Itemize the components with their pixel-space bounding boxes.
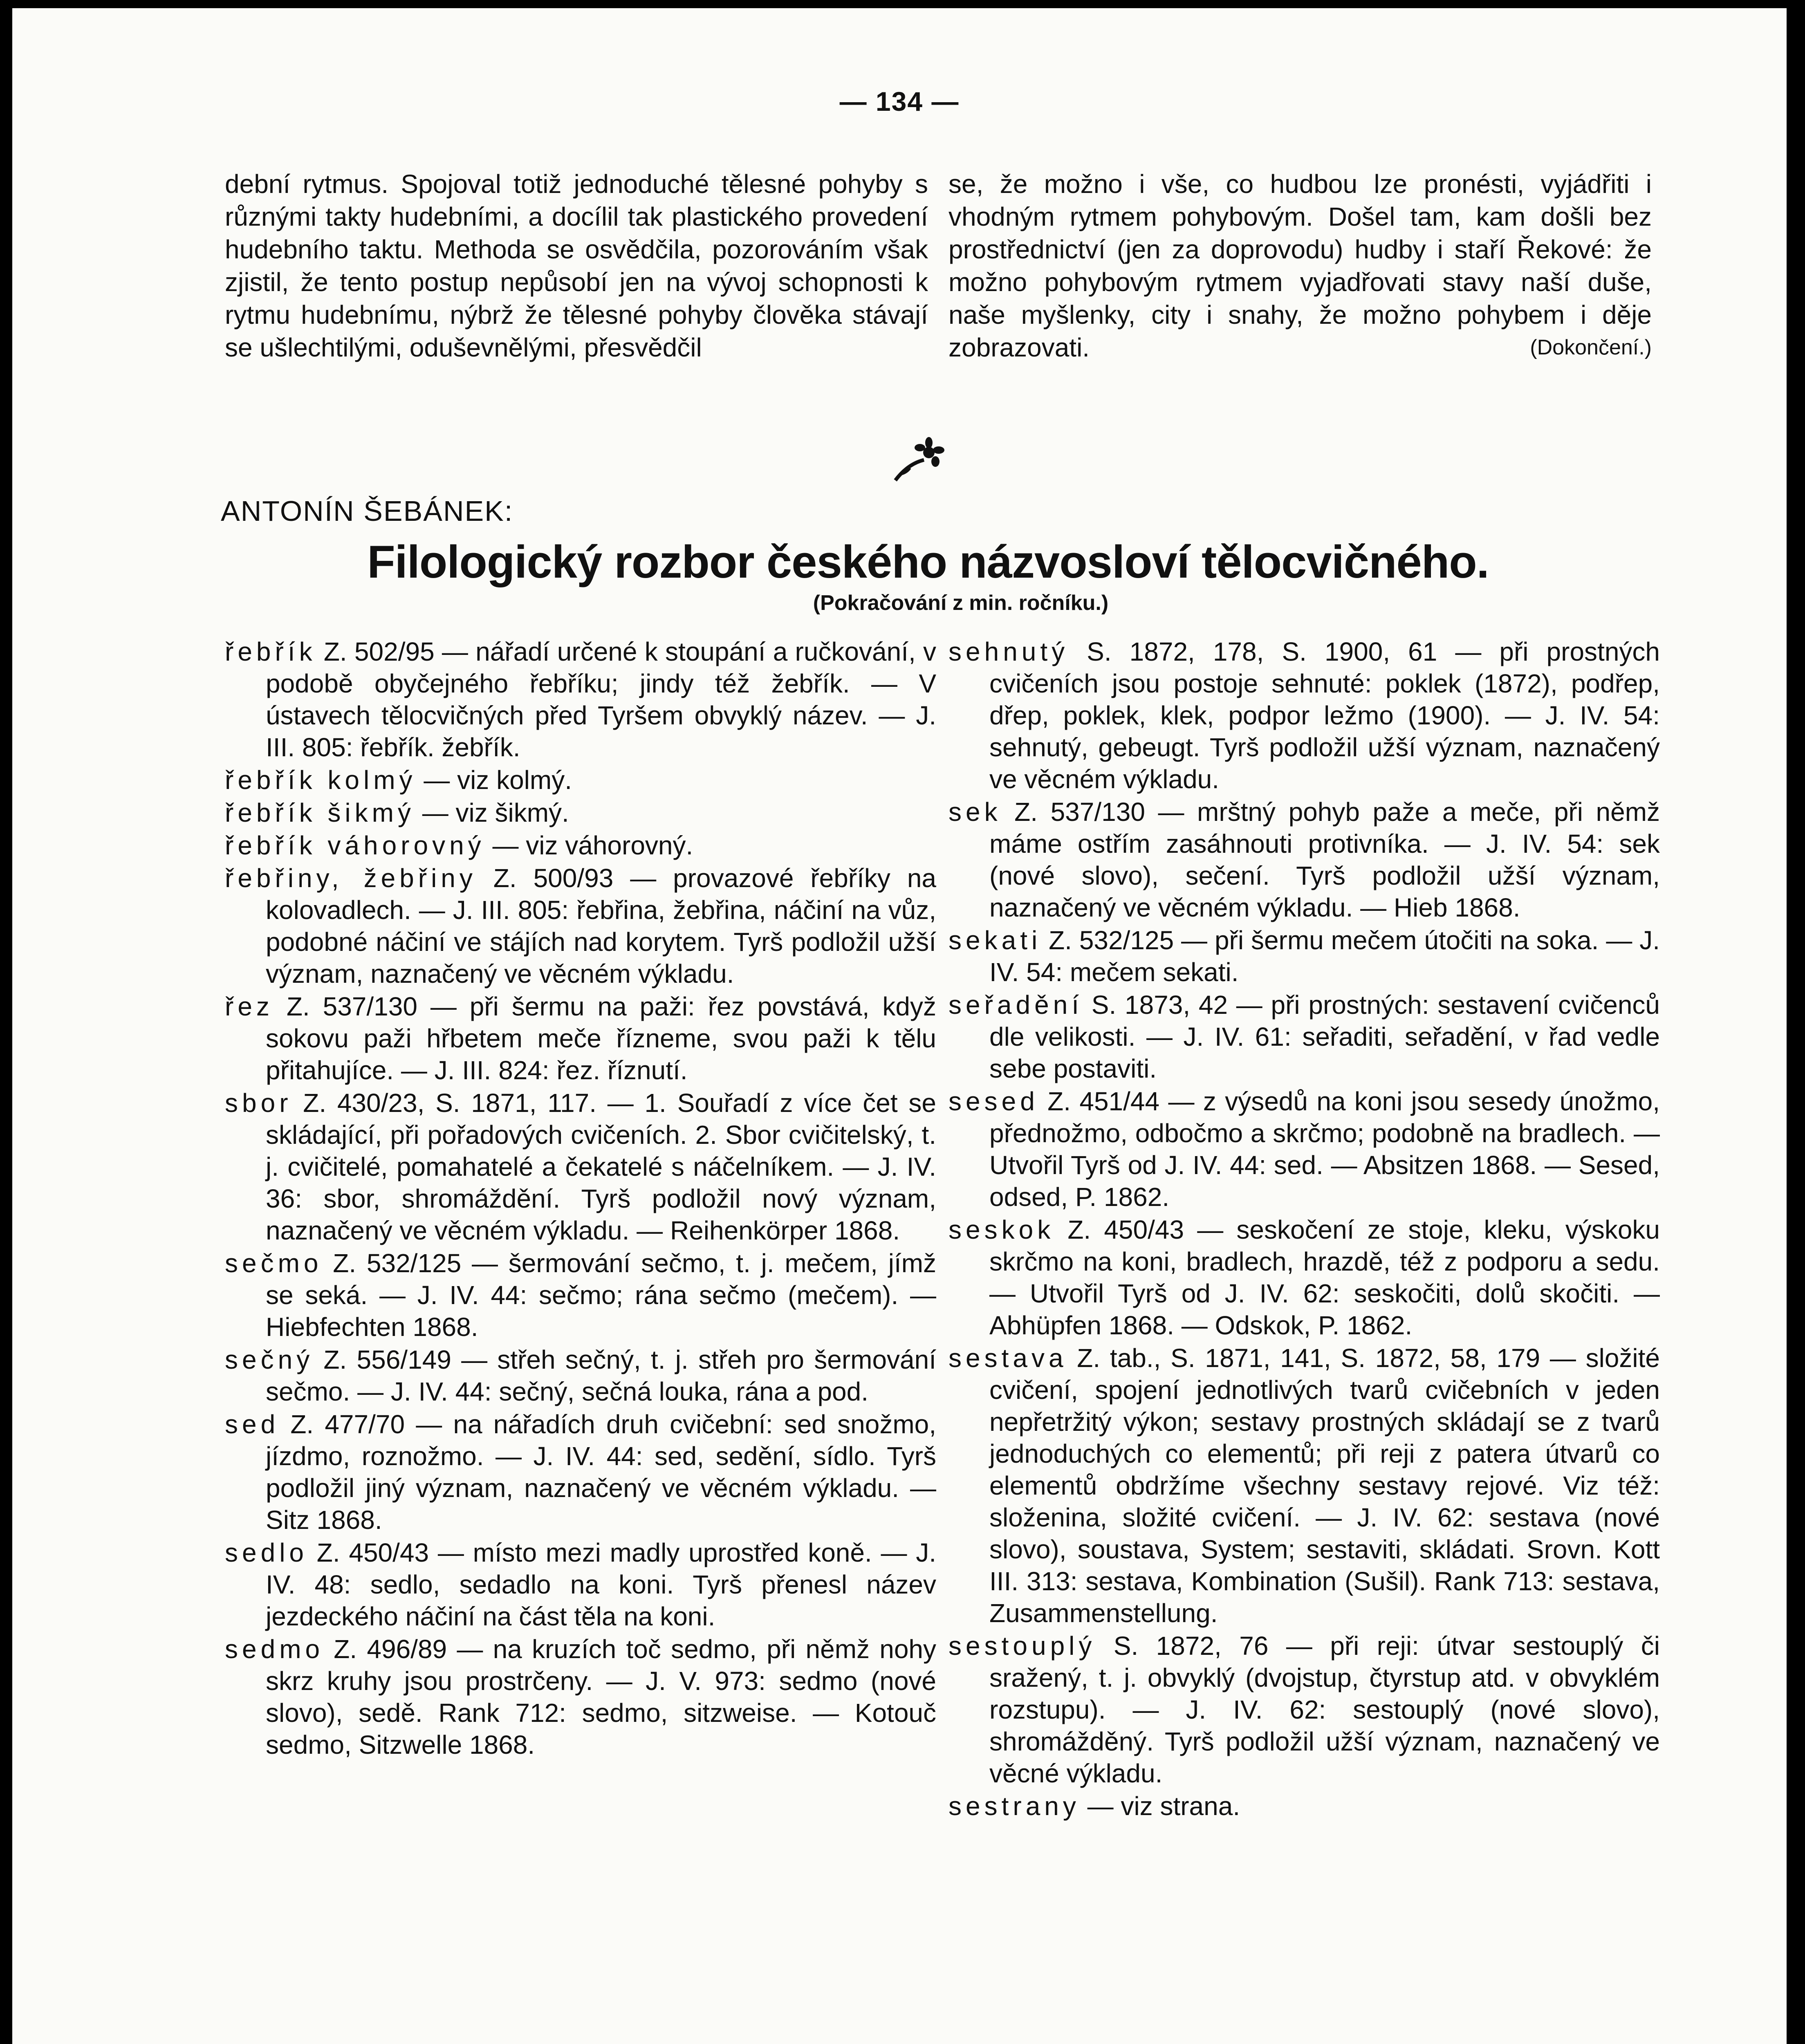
- dictionary-entry: [225, 764, 936, 796]
- entry-text: Z. 537/130 — mrštný pohyb paže a meče, při němž máme ostřím zasáhnouti protivníka. — J. IV. 54: sek (nové slovo), sečení. Tyrš podložil užší význam, naznačený ve věcném výkladu. — Hieb 1868.: [989, 797, 1660, 922]
- dictionary-entry: [225, 636, 936, 763]
- entry-text: — viz šikmý.: [415, 798, 569, 827]
- entry-headword: sečmo: [225, 1248, 323, 1278]
- dictionary-entry: [225, 862, 936, 990]
- entry-text: Z. 532/125 — šermování sečmo, t. j. mečem, jímž se seká. — J. IV. 44: sečmo; rána sečmo (mečem). — Hiebfechten 1868.: [266, 1248, 936, 1342]
- entry-headword: sesed: [948, 1087, 1039, 1116]
- entry-headword: sestava: [948, 1343, 1067, 1373]
- dictionary-entry: [948, 1342, 1660, 1629]
- end-note: (Dokončení.): [1530, 336, 1652, 359]
- entry-headword: seskok: [948, 1215, 1055, 1244]
- article-subtitle: (Pokračování z min. ročníku.): [813, 591, 1109, 615]
- entry-text: Z. 430/23, S. 1871, 117. — 1. Souřadí z více čet se skládající, při pořadových cvičeních. 2. Sbor cvičitelský, t. j. cvičitelé, pomahatelé a čekatelé s náčelníkem. — J. IV. 36: sbor, shromáždění. Tyrš podložil nový význam, naznačený ve věcném výkladu. — Reihenkörper 1868.: [266, 1088, 936, 1245]
- entry-text: Z. 450/43 — seskočení ze stoje, kleku, výskoku skrčmo na koni, bradlech, hrazdě, též z podporu a sedu. — Utvořil Tyrš od J. IV. 62: seskočiti, dolů skočiti. — Abhüpfen 1868. — Odskok, P. 1862.: [989, 1215, 1660, 1340]
- entry-text: — viz váhorovný.: [485, 831, 693, 860]
- flower-ornament-icon: [891, 435, 948, 484]
- entry-headword: řebřík šikmý: [225, 798, 415, 827]
- entry-text: Z. 532/125 — při šermu mečem útočiti na soka. — J. IV. 54: mečem sekati.: [989, 926, 1660, 987]
- page-number: — 134 —: [839, 86, 960, 117]
- continuation-right-text: se, že možno i vše, co hudbou lze pronésti, vyjádřiti i vhodným rytmem pohybovým. Došel tam, kam došli bez prostřednictví (jen za doprovodu) hudby i staří Řekové: že možno pohybovým rytmem vyjadřovati stavy naší duše, naše myšlenky, city i snahy, že možno pohybem i děje zobrazovati.: [948, 169, 1652, 362]
- dictionary-entry: [225, 1344, 936, 1407]
- entry-headword: řebřík: [225, 637, 316, 666]
- entry-text: — viz strana.: [1080, 1791, 1240, 1821]
- entry-headword: sek: [948, 797, 1002, 827]
- entry-text: Z. 451/44 — z výsedů na koni jsou sesedy únožmo, přednožmo, odbočmo a skrčmo; podobně na bradlech. — Utvořil Tyrš od J. IV. 44: sed. — Absitzen 1868. — Sesed, odsed, P. 1862.: [989, 1087, 1660, 1212]
- entry-headword: sed: [225, 1410, 280, 1439]
- entry-headword: řez: [225, 992, 274, 1021]
- entry-text: Z. 500/93 — provazové řebříky na kolovadlech. — J. III. 805: řebřina, žebřina, náčiní na vůz, podobné náčiní ve stájích nad korytem. Tyrš podložil užší význam, naznačený ve věcném výkladu.: [266, 863, 936, 988]
- dictionary-entry: [948, 1085, 1660, 1213]
- dictionary-entry: [225, 991, 936, 1086]
- entry-text: S. 1872, 76 — při reji: útvar sestouplý či sražený, t. j. obvyklý (dvojstup, čtyrstup atd. v obvyklém rozstupu). — J. IV. 62: sestouplý (nové slovo), shromážděný. Tyrš podložil užší význam, naznačený ve věcné výkladu.: [989, 1631, 1660, 1788]
- dictionary-entry: [948, 796, 1660, 923]
- entry-text: Z. 477/70 — na nářadích druh cvičební: sed snožmo, jízdmo, roznožmo. — J. IV. 44: sed, sedění, sídlo. Tyrš podložil jiný význam, naznačený ve věcném výkladu. — Sitz 1868.: [266, 1410, 936, 1535]
- article-author: ANTONÍN ŠEBÁNEK:: [221, 495, 513, 527]
- entry-headword: sedlo: [225, 1538, 308, 1567]
- dictionary-entry: [225, 1537, 936, 1632]
- dictionary-entry: [948, 924, 1660, 988]
- entry-text: S. 1873, 42 — při prostných: sestavení cvičenců dle velikosti. — J. IV. 61: seřaditi, seřadění, v řad vedle sebe postaviti.: [989, 990, 1660, 1083]
- entry-headword: sečný: [225, 1345, 314, 1374]
- entry-text: Z. 556/149 — střeh sečný, t. j. střeh pro šermování sečmo. — J. IV. 44: sečný, sečná louka, rána a pod.: [266, 1345, 936, 1406]
- entry-text: Z. 502/95 — nářadí určené k stoupání a ručkování, v podobě obyčejného řebříku; jindy též žebřík. — V ústavech tělocvičných před Tyršem obvyklý název. — J. III. 805: řebřík. žebřík.: [266, 637, 936, 762]
- dictionary-entry: [225, 1087, 936, 1246]
- entry-headword: řebřík váhorovný: [225, 831, 485, 860]
- entry-text: Z. 450/43 — místo mezi madly uprostřed koně. — J. IV. 48: sedlo, sedadlo na koni. Tyrš přenesl název jezdeckého náčiní na část těla na koni.: [266, 1538, 936, 1631]
- entries-left-column: [225, 636, 936, 1762]
- entry-text: — viz kolmý.: [416, 765, 572, 795]
- entry-headword: řebřiny, žebřiny: [225, 863, 477, 893]
- page: [12, 8, 1787, 2044]
- entries-right-column: [948, 636, 1660, 1823]
- entry-headword: sehnutý: [948, 637, 1069, 666]
- dictionary-entry: [948, 1630, 1660, 1789]
- continuation-left: dební rytmus. Spojoval totiž jednoduché tělesné pohyby s různými takty hudebními, a docílil tak plastického provedení hudebního taktu. Methoda se osvědčila, pozorováním však zjistil, že tento postup nepůsobí jen na vývoj schopnosti k rytmu hudebnímu, nýbrž že tělesné pohyby člověka stávají se ušlechtilými, oduševnělými, přesvědčil: [225, 169, 928, 362]
- entry-text: Z. 496/89 — na kruzích toč sedmo, při němž nohy skrz kruhy jsou prostrčeny. — J. V. 973: sedmo (nové slovo), sedě. Rank 712: sedmo, sitzweise. — Kotouč sedmo, Sitzwelle 1868.: [266, 1634, 936, 1759]
- entry-headword: sbor: [225, 1088, 292, 1118]
- dictionary-entry: [225, 829, 936, 861]
- entry-text: Z. 537/130 — při šermu na paži: řez povstává, když sokovu paži hřbetem meče řízneme, svou paži k tělu přitahujíce. — J. III. 824: řez. říznutí.: [266, 992, 936, 1085]
- entry-headword: seřadění: [948, 990, 1083, 1020]
- dictionary-entry: [225, 1633, 936, 1761]
- dictionary-entry: [225, 1408, 936, 1536]
- entry-headword: sekati: [948, 926, 1042, 955]
- dictionary-entry: [948, 1214, 1660, 1341]
- entry-text: S. 1872, 178, S. 1900, 61 — při prostných cvičeních jsou postoje sehnuté: poklek (1872), podřep, dřep, poklek, klek, podpor ležmo (1900). — J. IV. 54: sehnutý, gebeugt. Tyrš podložil užší význam, naznačený ve věcném výkladu.: [989, 637, 1660, 794]
- entry-headword: sedmo: [225, 1634, 324, 1664]
- entry-headword: sestouplý: [948, 1631, 1096, 1661]
- dictionary-entry: [225, 797, 936, 829]
- entry-headword: sestrany: [948, 1791, 1080, 1821]
- dictionary-entry: [948, 1790, 1660, 1822]
- dictionary-entry: [948, 989, 1660, 1085]
- entry-headword: řebřík kolmý: [225, 765, 417, 795]
- entry-text: Z. tab., S. 1871, 141, S. 1872, 58, 179 — složité cvičení, spojení jednotlivých tvarů cvičebních v jeden nepřetržitý výkon; sestavy prostných skládají se z tvarů jednoduchých co elementů; při reji z patera útvarů co elementů obdržíme všechny sestavy rejové. Viz též: složenina, složité cvičení. — J. IV. 62: sestava (nové slovo), soustava, System; sestaviti, skládati. Srovn. Kott III. 313: sestava, Kombination (Sušil). Rank 713: sestava, Zusammenstellung.: [989, 1343, 1660, 1628]
- dictionary-entry: [225, 1247, 936, 1343]
- article-title: Filologický rozbor českého názvosloví tělocvičného.: [367, 536, 1489, 587]
- continuation-right: [948, 168, 1652, 364]
- dictionary-entry: [948, 636, 1660, 795]
